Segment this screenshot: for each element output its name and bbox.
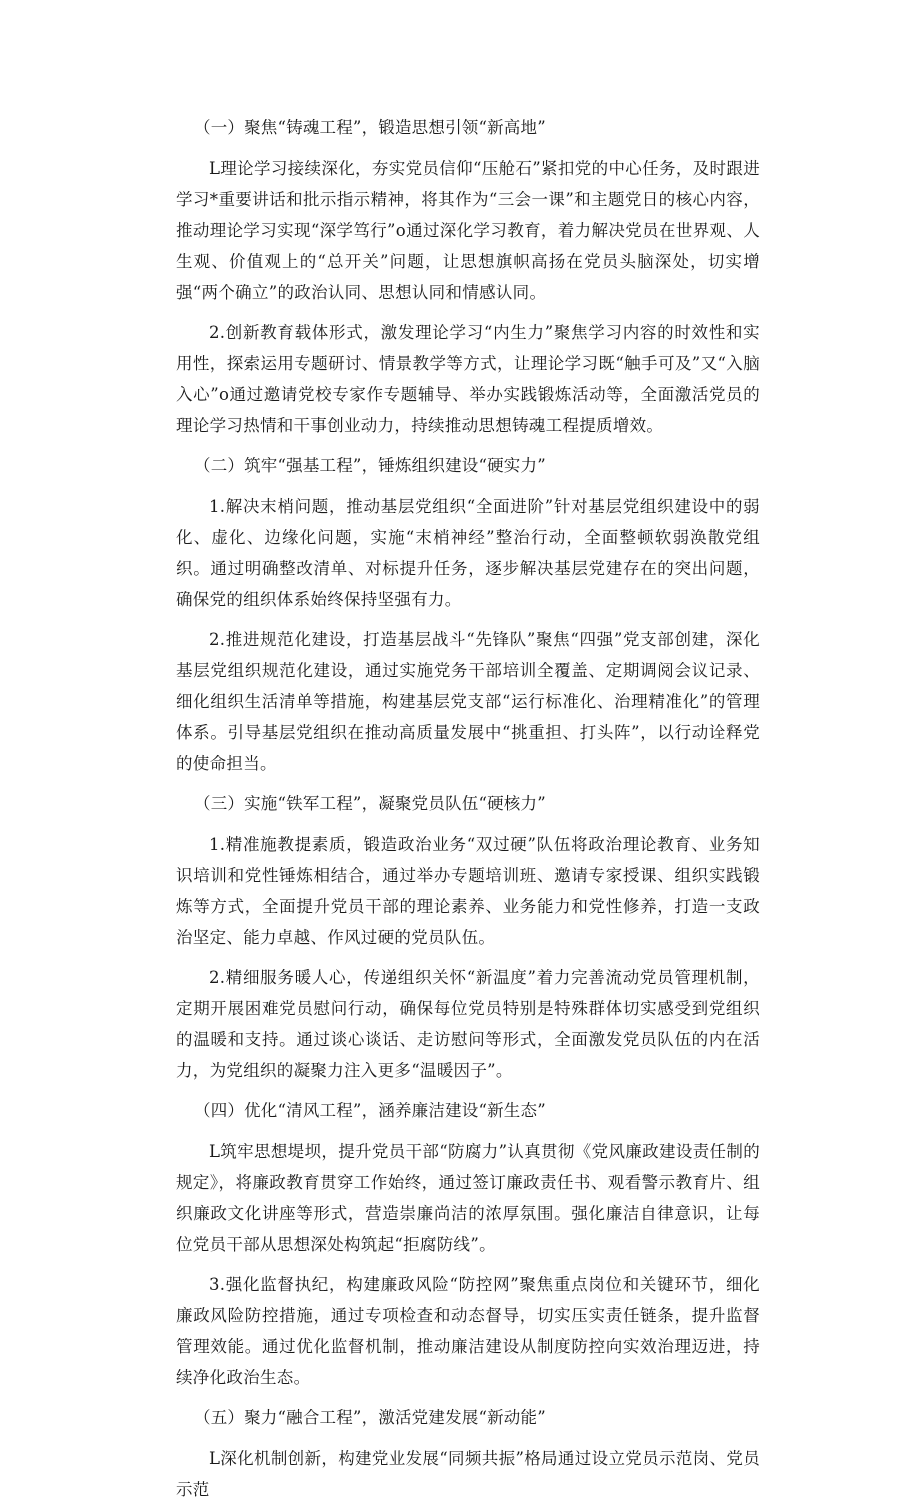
section-heading-5: （五）聚力“融合工程”，激活党建发展“新动能” [194, 1408, 546, 1427]
paragraph-1-2: 2.创新教育载体形式，激发理论学习“内生力”聚焦学习内容的时效性和实用性，探索运用专题研讨、情景教学等方式，让理论学习既“触手可及”又“入脑入心”o通过邀请党校专家作专题辅导、举办实践锻炼活动等，全面激活党员的理论学习热情和干事创业动力，持续推动思想铸魂工程提质增效。 [176, 323, 760, 435]
paragraph-3-2: 2.精细服务暖人心，传递组织关怀“新温度”着力完善流动党员管理机制，定期开展困难党员慰问行动，确保每位党员特别是特殊群体切实感受到党组织的温暖和支持。通过谈心谈话、走访慰问等形式，全面激发党员队伍的内在活力，为党组织的凝聚力注入更多“温暖因子”。 [176, 968, 760, 1080]
paragraph-5-1: L深化机制创新，构建党业发展“同频共振”格局通过设立党员示范岗、党员示范 [176, 1449, 760, 1499]
section-heading-1: （一）聚焦“铸魂工程”，锻造思想引领“新高地” [194, 118, 546, 137]
section-heading-2: （二）筑牢“强基工程”，锤炼组织建设“硬实力” [194, 456, 546, 475]
section-heading-4: （四）优化“清风工程”，涵养廉洁建设“新生态” [194, 1101, 546, 1120]
paragraph-3-1: 1.精准施教提素质，锻造政治业务“双过硬”队伍将政治理论教育、业务知识培训和党性锤炼相结合，通过举办专题培训班、邀请专家授课、组织实践锻炼等方式，全面提升党员干部的理论素养、业务能力和党性修养，打造一支政治坚定、能力卓越、作风过硬的党员队伍。 [176, 835, 760, 947]
paragraph-4-1: L筑牢思想堤坝，提升党员干部“防腐力”认真贯彻《党风廉政建设责任制的规定》，将廉政教育贯穿工作始终，通过签订廉政责任书、观看警示教育片、组织廉政文化讲座等形式，营造崇廉尚洁的浓厚氛围。强化廉洁自律意识，让每位党员干部从思想深处构筑起“拒腐防线”。 [176, 1142, 760, 1254]
paragraph-1-1: L理论学习接续深化，夯实党员信仰“压舱石”紧扣党的中心任务，及时跟进学习*重要讲话和批示指示精神，将其作为“三会一课”和主题党日的核心内容，推动理论学习实现“深学笃行”o通过深化学习教育，着力解决党员在世界观、人生观、价值观上的“总开关”问题，让思想旗帜高扬在党员头脑深处，切实增强“两个确立”的政治认同、思想认同和情感认同。 [176, 159, 760, 302]
section-heading-3: （三）实施“铁军工程”，凝聚党员队伍“硬核力” [194, 794, 546, 813]
paragraph-4-2: 3.强化监督执纪，构建廉政风险“防控网”聚焦重点岗位和关键环节，细化廉政风险防控措施，通过专项检查和动态督导，切实压实责任链条，提升监督管理效能。通过优化监督机制，推动廉洁建设从制度防控向实效治理迈进，持续净化政治生态。 [176, 1275, 760, 1387]
document-body [176, 112, 760, 1505]
paragraph-2-2: 2.推进规范化建设，打造基层战斗“先锋队”聚焦“四强”党支部创建，深化基层党组织规范化建设，通过实施党务干部培训全覆盖、定期调阅会议记录、细化组织生活清单等措施，构建基层党支部“运行标准化、治理精准化”的管理体系。引导基层党组织在推动高质量发展中“挑重担、打头阵”，以行动诠释党的使命担当。 [176, 630, 760, 773]
paragraph-2-1: 1.解决末梢问题，推动基层党组织“全面进阶”针对基层党组织建设中的弱化、虚化、边缘化问题，实施“末梢神经”整治行动，全面整顿软弱涣散党组织。通过明确整改清单、对标提升任务，逐步解决基层党建存在的突出问题，确保党的组织体系始终保持坚强有力。 [176, 497, 760, 609]
